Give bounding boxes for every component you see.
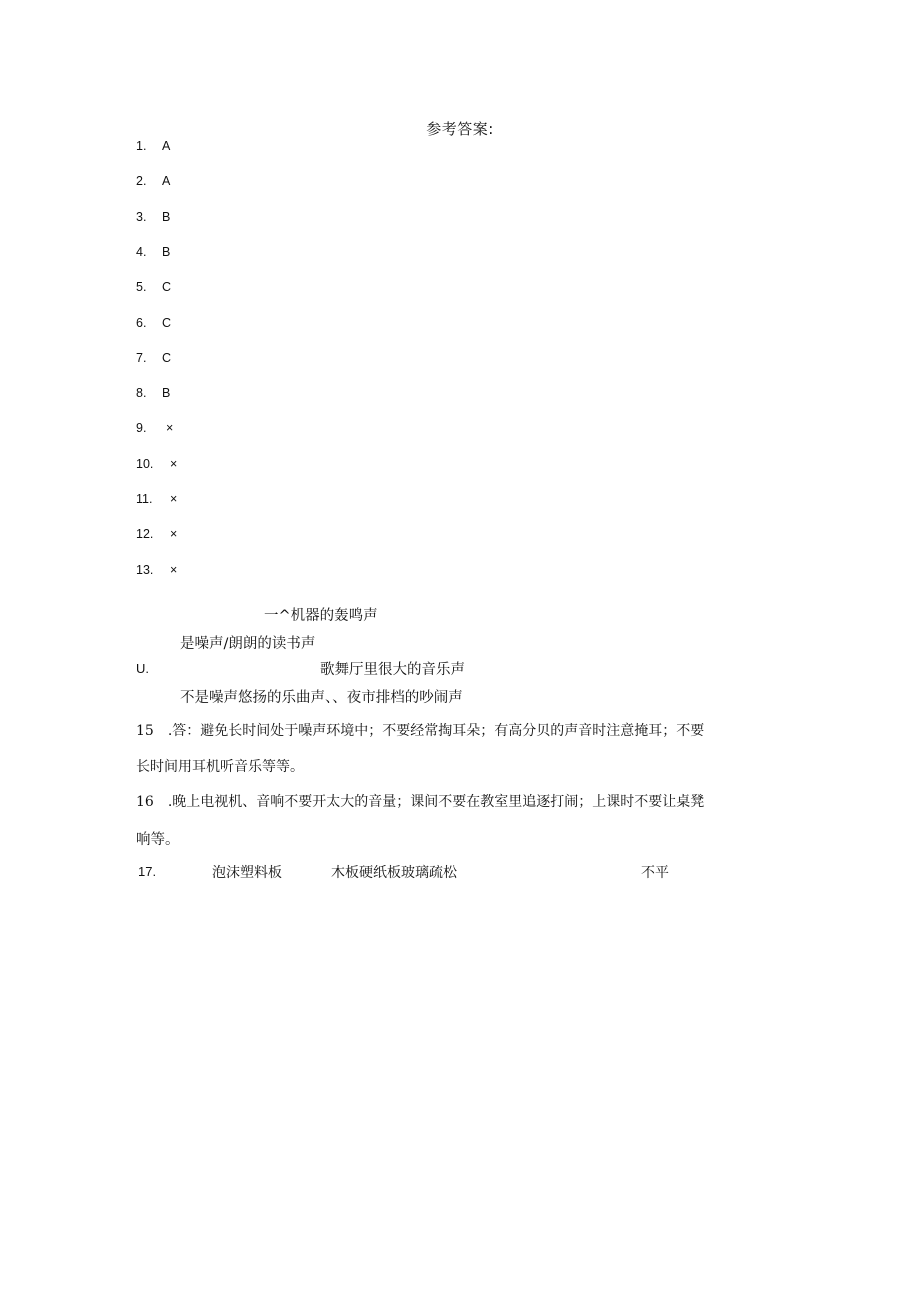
answer-item [136, 383, 171, 403]
answer-item [136, 524, 178, 544]
answer-value: B [162, 386, 171, 401]
answer-item [136, 560, 178, 580]
answer-value: A [162, 139, 171, 153]
answer-number: 3. [136, 209, 147, 224]
q17-item-1: 泡沫塑料板 [212, 865, 282, 881]
q16-line-2: 响等。 [136, 832, 180, 848]
answer-value: C [162, 280, 172, 295]
answer-number: 4. [136, 244, 147, 259]
q15-line-2: 长时间用耳机听音乐等等。 [136, 759, 304, 775]
q17-label: 17. [138, 864, 157, 879]
answer-value: × [170, 492, 178, 506]
q14-line-1: 一^机器的轰鸣声 [264, 608, 378, 624]
answer-item [136, 313, 172, 333]
answer-number: 11. [136, 492, 153, 506]
answer-number: 1. [136, 139, 147, 153]
answer-item [136, 454, 178, 474]
answer-number: 5. [136, 280, 147, 295]
answer-value: C [162, 350, 172, 365]
answer-number: 2. [136, 174, 147, 189]
q16-line-1: 16 .晚上电视机、音响不要开太大的音量；课间不要在教室里追逐打闹；上课时不要让桌凳 [136, 794, 705, 810]
answer-item [136, 418, 174, 438]
answer-number: 10. [136, 456, 154, 471]
answer-item [136, 136, 171, 156]
answer-number: 7. [136, 350, 147, 365]
answer-item [136, 171, 171, 191]
answer-value: B [162, 209, 171, 224]
q14-line-3: 歌舞厅里很大的音乐声 [320, 662, 465, 678]
answer-number: 9. [136, 421, 147, 436]
answer-number: 12. [136, 527, 154, 542]
q17-item-3: 不平 [641, 865, 669, 881]
answer-value: × [170, 527, 178, 542]
answer-value: A [162, 174, 171, 189]
q17-item-2: 木板硬纸板玻璃疏松 [331, 865, 457, 881]
answer-item [136, 489, 178, 509]
answer-number: 6. [136, 315, 147, 330]
page-title: 参考答案: [426, 120, 494, 138]
q15-line-1: 15 .答：避免长时间处于噪声环境中；不要经常掏耳朵；有高分贝的声音时注意掩耳；不要 [136, 723, 705, 739]
answer-value: × [166, 421, 174, 436]
answer-value: B [162, 244, 171, 259]
answer-item [136, 242, 171, 262]
answer-number: 8. [136, 386, 147, 401]
q14-line-2: 是噪声/朗朗的读书声 [180, 636, 316, 652]
answer-value: × [170, 562, 178, 577]
answer-value: × [170, 456, 178, 471]
q14-label: U. [136, 661, 149, 676]
answer-item [136, 207, 171, 227]
answer-item [136, 277, 172, 297]
q14-line-4: 不是噪声悠扬的乐曲声、、夜市排档的吵闹声 [180, 690, 463, 706]
answer-value: C [162, 315, 172, 330]
answer-item [136, 348, 172, 368]
answer-number: 13. [136, 562, 154, 577]
